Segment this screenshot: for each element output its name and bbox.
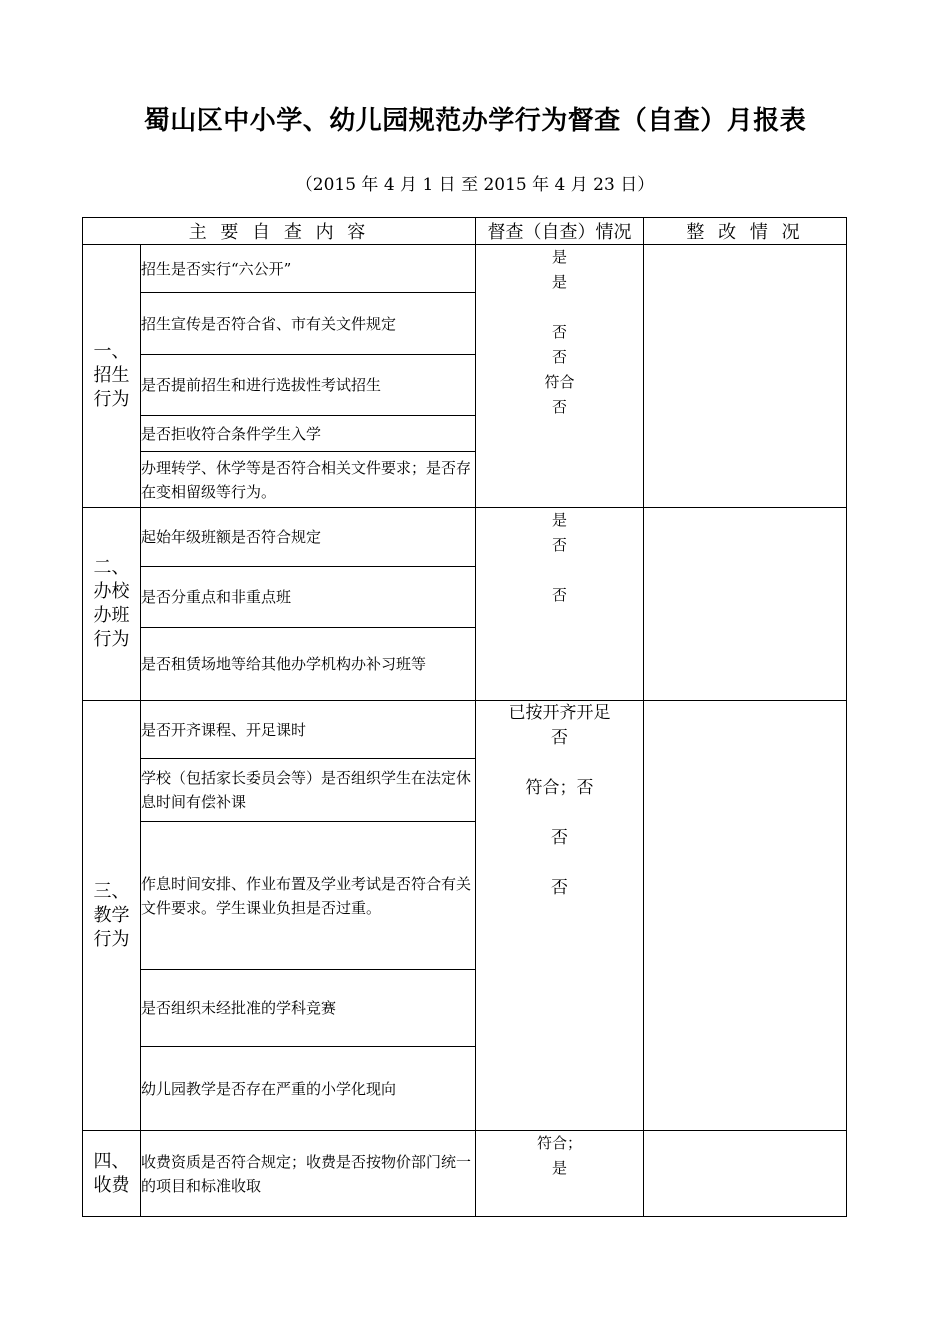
category-label: 行为: [93, 928, 130, 950]
status-value: 否: [552, 586, 568, 604]
status-value: 符合: [544, 373, 575, 391]
status-value: 是: [552, 1159, 568, 1177]
status-cell-fees: [476, 1131, 644, 1217]
status-value: 否: [552, 398, 568, 416]
category-cell-admission: [83, 245, 141, 508]
status-value: 是: [552, 248, 568, 266]
status-value: [476, 751, 643, 776]
category-cell-fees: [83, 1131, 141, 1217]
rectify-cell-teaching: [644, 701, 847, 1131]
status-cell-admission: [476, 245, 644, 508]
category-label: 教学: [93, 904, 130, 926]
category-label: 办班: [93, 605, 130, 626]
report-table: [82, 217, 847, 1217]
category-label: 办校: [93, 581, 130, 602]
status-value: 否: [552, 323, 568, 341]
category-label: 一、: [93, 341, 130, 362]
category-cell-school-running: [83, 508, 141, 701]
status-value: 已按开齐开足: [508, 703, 611, 723]
status-value: 符合；: [537, 1134, 583, 1152]
status-value: 否: [551, 728, 569, 748]
item-cell: 招生宣传是否符合省、市有关文件规定: [141, 293, 476, 355]
item-cell: 办理转学、休学等是否符合相关文件要求；是否存在变相留级等行为。: [141, 452, 476, 508]
table-row: [83, 508, 847, 567]
table-row: [83, 1131, 847, 1217]
status-value: 是: [552, 273, 568, 291]
rectify-cell-school-running: [644, 508, 847, 701]
status-cell-teaching: [476, 701, 644, 1131]
status-value: 否: [552, 536, 568, 554]
status-value: 否: [551, 828, 569, 848]
item-cell: 是否组织未经批准的学科竞赛: [141, 970, 476, 1047]
category-cell-teaching: [83, 701, 141, 1131]
status-cell-school-running: [476, 508, 644, 701]
status-value: 符合；否: [525, 778, 594, 798]
table-header-row: [83, 218, 847, 245]
item-cell: 幼儿园教学是否存在严重的小学化现向: [141, 1047, 476, 1131]
status-value: [476, 851, 643, 876]
category-label: 收费: [93, 1174, 130, 1196]
table-row: [83, 701, 847, 759]
table-row: [83, 245, 847, 293]
report-period: （2015 年 4 月 1 日 至 2015 年 4 月 23 日）: [295, 175, 655, 195]
item-cell: 收费资质是否符合规定；收费是否按物价部门统一的项目和标准收取: [141, 1131, 476, 1217]
item-cell: 是否租赁场地等给其他办学机构办补习班等: [141, 628, 476, 701]
item-cell: 起始年级班额是否符合规定: [141, 508, 476, 567]
item-cell: 作息时间安排、作业布置及学业考试是否符合有关文件要求。学生课业负担是否过重。: [141, 822, 476, 970]
header-rectify: 整 改 情 况: [644, 218, 847, 245]
category-label: 二、: [93, 557, 130, 578]
rectify-cell-fees: [644, 1131, 847, 1217]
item-cell: 是否提前招生和进行选拔性考试招生: [141, 355, 476, 416]
category-label: 三、: [93, 880, 130, 902]
status-value: 否: [552, 348, 568, 366]
rectify-cell-admission: [644, 245, 847, 508]
status-value: [476, 801, 643, 826]
item-cell: 招生是否实行“六公开”: [141, 245, 476, 293]
header-status: 督查（自查）情况: [476, 218, 644, 245]
category-label: 行为: [93, 629, 130, 650]
document-title: 蜀山区中小学、幼儿园规范办学行为督查（自查）月报表: [143, 106, 807, 136]
item-cell: 是否开齐课程、开足课时: [141, 701, 476, 759]
status-value: [476, 558, 643, 583]
status-value: 是: [552, 511, 568, 529]
item-cell: 是否拒收符合条件学生入学: [141, 416, 476, 452]
item-cell: 是否分重点和非重点班: [141, 567, 476, 628]
category-label: 四、: [93, 1150, 130, 1172]
header-content: 主 要 自 查 内 容: [83, 218, 476, 245]
status-value: 否: [551, 878, 569, 898]
category-label: 招生: [93, 365, 130, 386]
category-label: 行为: [93, 389, 130, 410]
item-cell: 学校（包括家长委员会等）是否组织学生在法定休息时间有偿补课: [141, 759, 476, 822]
status-value: [476, 295, 643, 320]
